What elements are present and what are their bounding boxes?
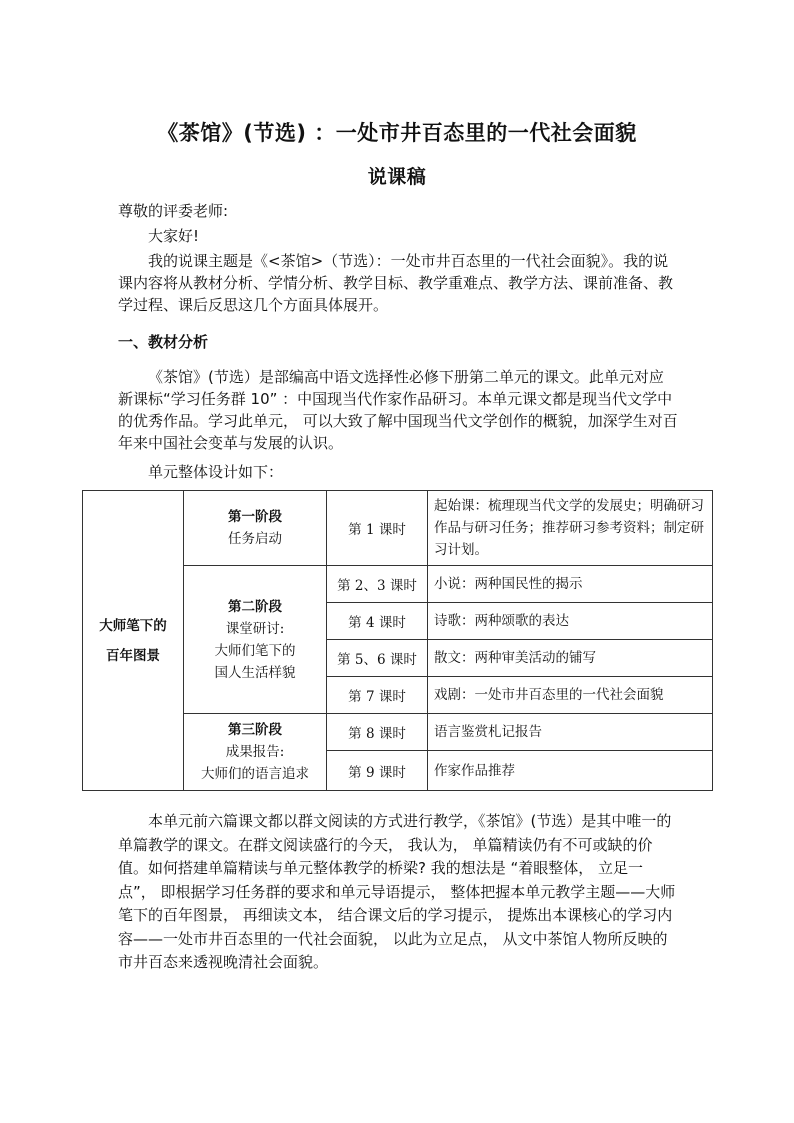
stage-desc: 大师们的语言追求 — [201, 766, 309, 782]
stage-desc: 任务启动 — [228, 531, 282, 547]
content-cell: 诗歌：两种颂歌的表达 — [428, 603, 713, 640]
content-cell: 作家作品推荐 — [428, 751, 713, 791]
lesson-cell: 第 4 课时 — [327, 603, 428, 640]
stage-desc: 成果报告: — [225, 744, 285, 760]
stage-desc: 国人生活样貌 — [214, 664, 296, 681]
greeting: 尊敬的评委老师: — [118, 202, 229, 220]
unit-theme-cell — [83, 491, 184, 791]
closing-paragraph: 本单元前六篇课文都以群文阅读的方式进行教学，《茶馆》(节选）是其中唯一的单篇教学的课文。在群文阅读盛行的今天， 我认为， 单篇精读仍有不可或缺的价值。如何搭建单篇精读与单元整体教学的桥梁? 我的想法是 “着眼整体， 立足一点”， 即根据学习任务群的要求和单元导语提示， 整体把握本单元教学主题——大师笔下的百年图景， 再细读文本， 结合课文后的学习提示， 提炼出本课核心的学习内容——一处市井百态里的一代社会面貌， 以此为立足点， 从文中茶馆人物所反映的市井百态来透视晚清社会面貌。 — [118, 812, 676, 971]
stage-cell — [184, 491, 327, 566]
stage-desc: 课堂研讨: — [225, 620, 285, 637]
lesson-cell: 第 8 课时 — [327, 714, 428, 751]
content-cell: 散文：两种审美活动的铺写 — [428, 640, 713, 677]
stage-cell — [184, 714, 327, 791]
intro-paragraph: 我的说课主题是《<茶馆>（节选）：一处市井百态里的一代社会面貌》。我的说课内容将从教材分析、学情分析、教学目标、教学重难点、教学方法、课前准备、教学过程、课后反思这几个方面具体展开。 — [118, 252, 674, 314]
document-subtitle: 说课稿 — [367, 166, 427, 188]
lesson-cell: 第 5、6 课时 — [327, 640, 428, 677]
lesson-cell: 第 7 课时 — [327, 677, 428, 714]
section-heading-materials: 一、教材分析 — [118, 333, 209, 351]
content-cell: 起始课：梳理现当代文学的发展史；明确研习作品与研习任务；推荐研习参考资料；制定研习计划。 — [428, 491, 713, 566]
stage-name: 第一阶段 — [228, 509, 282, 525]
stage-desc: 大师们笔下的 — [214, 642, 296, 659]
document-title: 《茶馆》(节选) ：一处市井百态里的一代社会面貌 — [157, 121, 637, 145]
materials-paragraph: 《茶馆》(节选）是部编高中语文选择性必修下册第二单元的课文。此单元对应新课标“学习任务群 10” ：中国现当代作家作品研习。本单元课文都是现当代文学中的优秀作品。学习此单元， 可以大致了解中国现当代文学创作的概貌，加深学生对百年来中国社会变革与发展的认识。 — [118, 368, 678, 452]
unit-theme-line1: 大师笔下的 — [99, 617, 167, 634]
stage-name: 第三阶段 — [228, 722, 282, 738]
hello: 大家好! — [148, 227, 200, 245]
table-intro: 单元整体设计如下： — [148, 463, 284, 481]
content-cell: 小说：两种国民性的揭示 — [428, 566, 713, 603]
lesson-cell: 第 2、3 课时 — [327, 566, 428, 603]
unit-design-table — [82, 490, 713, 791]
lesson-cell: 第 1 课时 — [327, 491, 428, 566]
content-cell: 语言鉴赏札记报告 — [428, 714, 713, 751]
lesson-cell: 第 9 课时 — [327, 751, 428, 791]
table-row — [83, 491, 713, 566]
content-cell: 戏剧：一处市井百态里的一代社会面貌 — [428, 677, 713, 714]
stage-name: 第二阶段 — [228, 598, 282, 615]
stage-cell — [184, 566, 327, 714]
unit-theme-line2: 百年图景 — [106, 647, 160, 664]
